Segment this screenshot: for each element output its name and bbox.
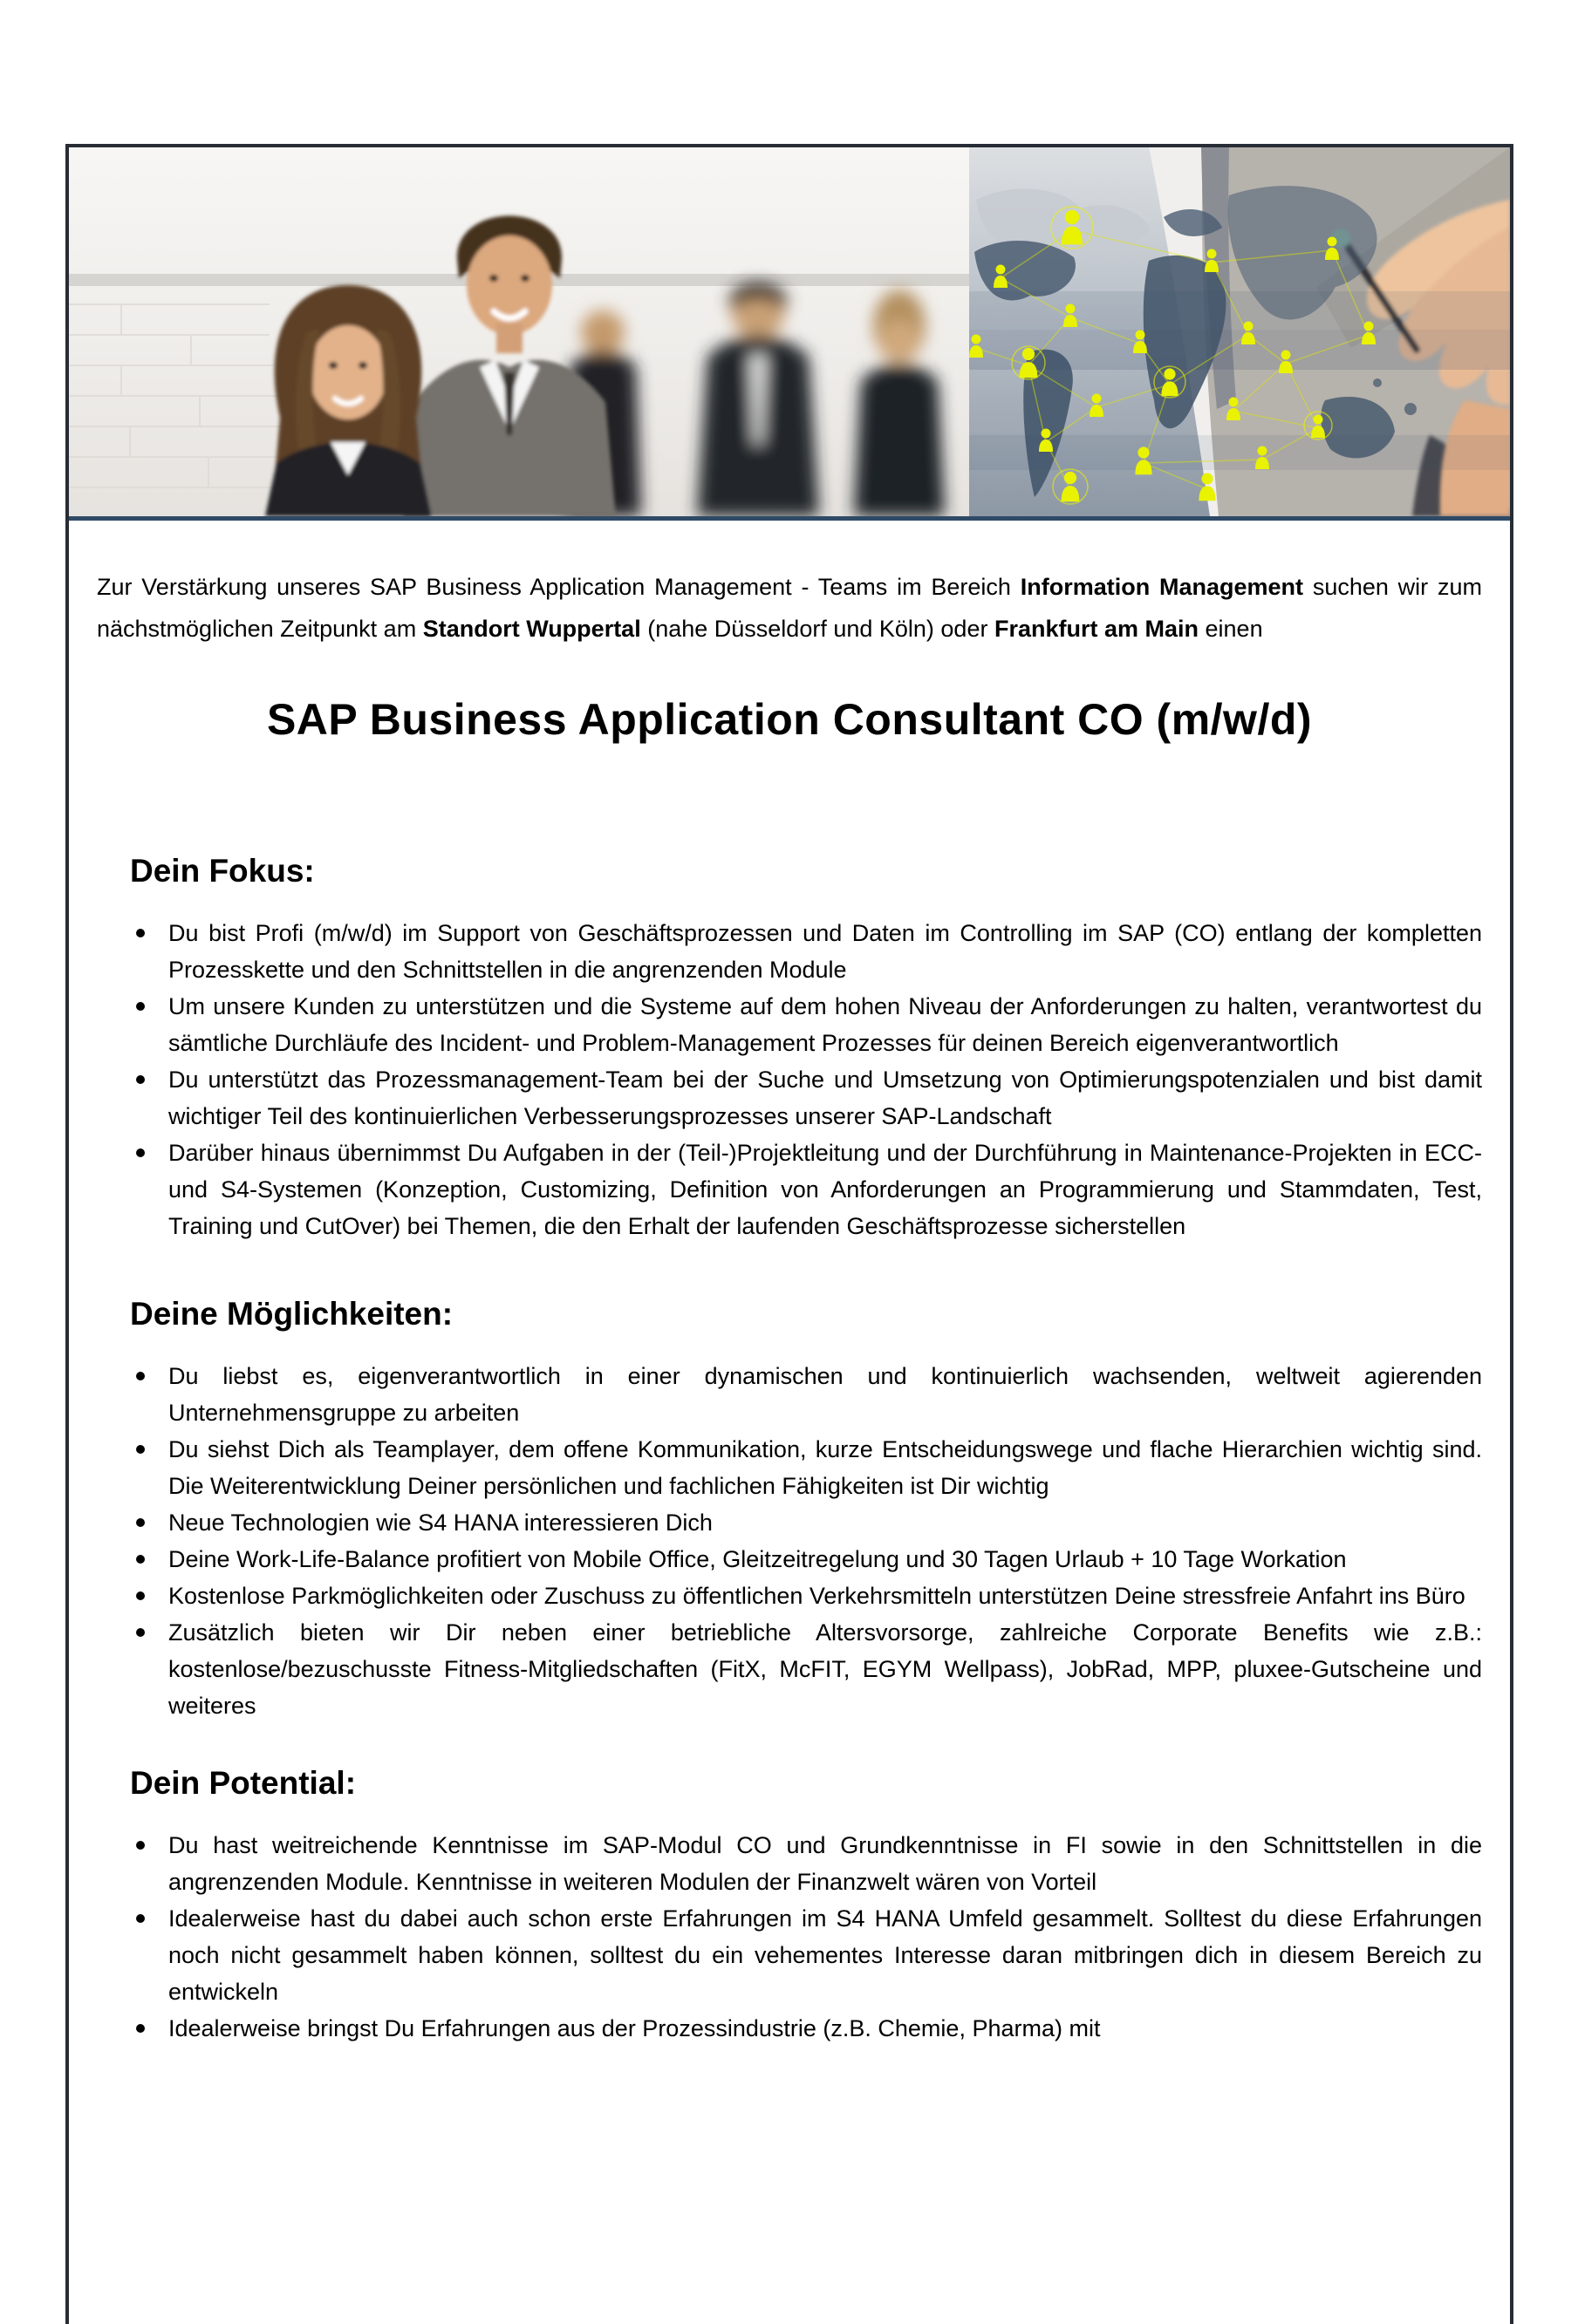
header-image	[69, 147, 1510, 521]
list-item: Um unsere Kunden zu unterstützen und die Systeme auf dem hohen Niveau der Anforderungen zu halten, verantwortest du sämtliche Durchläufe des Incident- und Problem-Management Prozesses für deinen Bereich eigenverantwortlich	[168, 988, 1482, 1061]
list-item: Du unterstützt das Prozessmanagement-Team bei der Suche und Umsetzung von Optimierungspotenzialen und bist damit wichtiger Teil des kontinuierlichen Verbesserungsprozesses unserer SAP-Landschaft	[168, 1061, 1482, 1135]
section-heading-moeglichkeiten: Deine Möglichkeiten:	[130, 1296, 454, 1332]
team-photo	[69, 147, 969, 516]
document-body	[69, 566, 1510, 2047]
section-heading-potential: Dein Potential:	[130, 1765, 357, 1801]
section-heading-fokus: Dein Fokus:	[130, 853, 315, 889]
list-item: Idealerweise bringst Du Erfahrungen aus der Prozessindustrie (z.B. Chemie, Pharma) mit	[168, 2010, 1482, 2047]
intro-text: Zur Verstärkung unseres SAP Business Application Management - Teams im Bereich	[97, 574, 1021, 600]
bullet-list-potential	[97, 1827, 1482, 2047]
list-item: Du siehst Dich als Teamplayer, dem offene Kommunikation, kurze Entscheidungswege und flache Hierarchien wichtig sind. Die Weiterentwicklung Deiner persönlichen und fachlichen Fähigkeiten ist Dir wichtig	[168, 1431, 1482, 1504]
bullet-list-fokus	[97, 915, 1482, 1244]
header-collage	[69, 147, 1510, 516]
intro-bold-frankfurt: Frankfurt am Main	[994, 616, 1199, 642]
world-map-photo	[969, 147, 1510, 516]
list-item: Zusätzlich bieten wir Dir neben einer betriebliche Altersvorsorge, zahlreiche Corporate Benefits wie z.B.: kostenlose/bezuschusste Fitness-Mitgliedschaften (FitX, McFIT, EGYM Wellpass), JobRad, MPP, pluxee-Gutscheine und weiteres	[168, 1614, 1482, 1724]
list-item: Deine Work-Life-Balance profitiert von Mobile Office, Gleitzeitregelung und 30 Tagen Urlaub + 10 Tage Workation	[168, 1541, 1482, 1578]
document-page	[65, 144, 1513, 2324]
bullet-list-moeglichkeiten	[97, 1358, 1482, 1724]
list-item: Darüber hinaus übernimmst Du Aufgaben in der (Teil-)Projektleitung und der Durchführung in Maintenance-Projekten in ECC- und S4-Systemen (Konzeption, Customizing, Definition von Anforderungen an Programmierung und Stammdaten, Test, Training und CutOver) bei Themen, die den Erhalt der laufenden Geschäftsprozesse sicherstellen	[168, 1135, 1482, 1244]
list-item: Idealerweise hast du dabei auch schon erste Erfahrungen im S4 HANA Umfeld gesammelt. Solltest du diese Erfahrungen noch nicht gesammelt haben können, solltest du ein vehementes Interesse daran mitbringen dich in diesem Bereich zu entwickeln	[168, 1900, 1482, 2010]
intro-bold-information-management: Information Management	[1020, 574, 1304, 600]
list-item: Du hast weitreichende Kenntnisse im SAP-Modul CO und Grundkenntnisse in FI sowie in den Schnittstellen in die angrenzenden Module. Kenntnisse in weiteren Modulen der Finanzwelt wären von Vorteil	[168, 1827, 1482, 1900]
list-item: Du bist Profi (m/w/d) im Support von Geschäftsprozessen und Daten im Controlling im SAP (CO) entlang der kompletten Prozesskette und den Schnittstellen in die angrenzenden Module	[168, 915, 1482, 988]
page-title: SAP Business Application Consultant CO (m/w/d)	[266, 695, 1313, 744]
intro-paragraph: Zur Verstärkung unseres SAP Business Application Management - Teams im Bereich Information Management suchen wir zum nächstmöglichen Zeitpunkt am Standort Wuppertal (nahe Düsseldorf und Köln) oder Frankfurt am Main einen	[97, 574, 1482, 642]
list-item: Du liebst es, eigenverantwortlich in einer dynamischen und kontinuierlich wachsenden, weltweit agierenden Unternehmensgruppe zu arbeiten	[168, 1358, 1482, 1431]
intro-bold-standort-wuppertal: Standort Wuppertal	[422, 616, 641, 642]
list-item: Kostenlose Parkmöglichkeiten oder Zuschuss zu öffentlichen Verkehrsmitteln unterstützen Deine stressfreie Anfahrt ins Büro	[168, 1578, 1482, 1614]
smiling-woman	[265, 285, 431, 516]
list-item: Neue Technologien wie S4 HANA interessieren Dich	[168, 1504, 1482, 1541]
